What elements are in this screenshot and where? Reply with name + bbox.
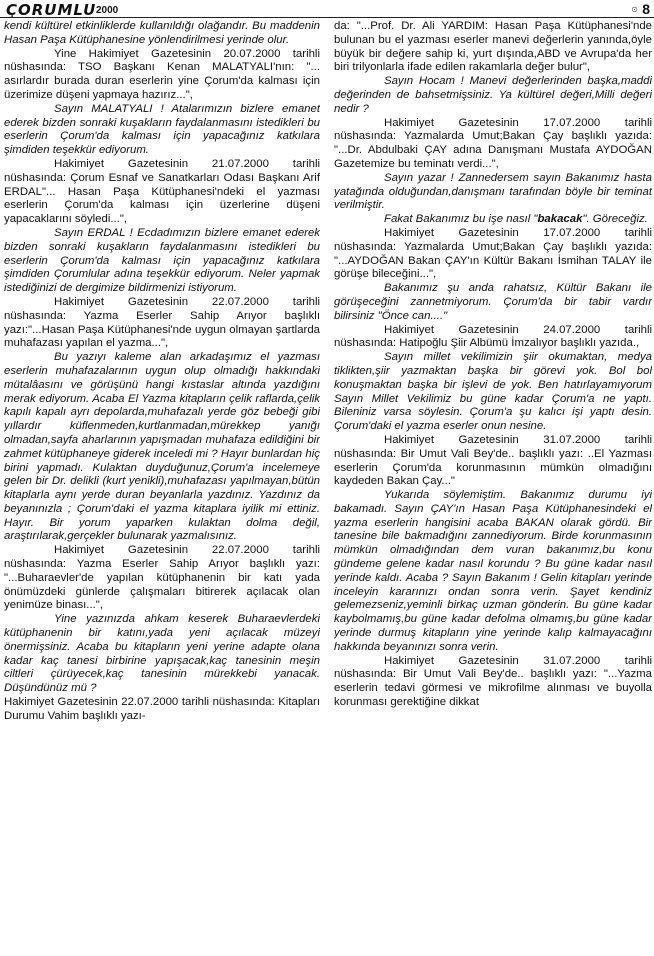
paragraph-text: Yine Hakimiyet Gazetesinin 20.07.2000 tarihli nüshasında: TSO Başkanı Kenan MALATYALI'nın: "... asırlardır burada duran eserlerin yine Çorum'da kalması için üzerimize düşeni yapmaya hazırız...", xyxy=(4,47,320,101)
paragraph xyxy=(4,48,320,103)
page-header xyxy=(0,0,654,22)
paragraph xyxy=(334,20,652,75)
left-column xyxy=(4,20,320,956)
paragraph xyxy=(334,213,652,227)
paragraph-text: Yukarıda söylemiştim. Bakanımız durumu iyi bakamadı. Sayın ÇAY'ın Hasan Paşa Kütüphanesindeki el yazma eserlerin hangisini acaba BAKAN olarak gördü. Bir tanesine bile bakmadığını zannediyorum. Birde korunmasının mümkün olmadığından dem vuran bakanımız,bu konu gündeme gelene kadar nasıl korundu ? Bu güne kadar nasıl yerinde kaldı. Acaba ? Sayın Bakanım ! Gelin kitapları yerinde inceleyin kararınızı ondan sonra verin. Şayet kendiniz gelemezseniz,yeminli birkaç uzman gönderin. Bu güne kadar kaybolmamış,bu güne kadar defolma olmamış,bu güne kadar yerinde durmuş kitapların yine yerinde kalıp kalmayacağını hakkında beyanınızı sonra verin. xyxy=(334,489,652,653)
paragraph-text: Bakanımız şu anda rahatsız, Kültür Bakanı ile görüşeceğini zannetmiyorum. Çorum'da bir tabir vardır bilirsiniz "Önce can...." xyxy=(334,282,652,322)
paragraph xyxy=(4,103,320,158)
paragraph xyxy=(334,489,652,655)
paragraph xyxy=(334,117,652,172)
paragraph-text: Sayın yazar ! Zannedersem sayın Bakanımız hasta yatağında olduğundan,danışmanı tarafından böyle bir teminat verilmiştir. xyxy=(334,171,652,212)
paragraph-text: Hakimiyet Gazetesinin 22.07.2000 tarihli nüshasında: Kitapları Durumu Vahim başlıklı yazı- xyxy=(4,696,320,722)
paragraph xyxy=(334,655,652,710)
paragraph xyxy=(4,158,320,227)
paragraph-text: da: "...Prof. Dr. Ali YARDIM: Hasan Paşa Kütüphanesi'nde bulunan bu el yazması eserler manevi değerlerin yanında,öyle büyük bir değere sahip ki, yurt dışında,ABD ve Avrupa'da her biri trilyonlarla ifade edilen rakamlarla değer bulur", xyxy=(334,20,652,74)
paragraph-text: Sayın ERDAL ! Ecdadımızın bizlere emanet ederek bizden sonraki kuşakların faydalanmasını istedikleri bu eserlerin Çorum'da kalması için yapacağınız katkılara şimdiden Çorumlular adına teşekkür ediyorum. Neler yapmak istediğinizi de dergimize bildirmenizi istiyorum. xyxy=(4,226,320,295)
paragraph-text: Hakimiyet Gazetesinin 24.07.2000 tarihli nüshasında: Hatipoğlu Şiir Albümü İmzalıyor başlıklı yazıda., xyxy=(334,323,652,350)
magazine-logo: ÇORUMLU xyxy=(6,1,97,19)
page-number: 8 xyxy=(642,1,650,17)
paragraph xyxy=(4,351,320,544)
paragraph-text: Hakimiyet Gazetesinin 21.07.2000 tarihli nüshasında: Çorum Esnaf ve Sanatkarları Odası Başkanı Arif ERDAL"... Hasan Paşa Kütüphanesi'ndeki el yazması eserlerin Çorum'da kalması için üzerlerine düşeni yapacaklarını söyledi...", xyxy=(4,157,320,226)
paragraph xyxy=(4,20,320,48)
paragraph-text: Hakimiyet Gazetesinin 17.07.2000 tarihli nüshasında: Yazmalarda Umut;Bakan Çay başlıklı yazıda: "...AYDOĞAN Bakan ÇAY'ın Kültür Bakanı İsmihan TALAY ile görüşe bileceğini...", xyxy=(334,226,652,281)
paragraph-text: Sayın MALATYALI ! Atalarımızın bizlere emanet ederek bizden sonraki kuşakların faydalanmasını istedikleri bu eserlerin Çorum'da kalması için yapacağınız katkılara şimdiden teşekkür ediyorum. xyxy=(4,102,320,157)
paragraph-text: kendi kültürel etkinliklerde kullanıldığı olağandır. Bu maddenin Hasan Paşa Kütüphanesine yönlendirilmesi yerinde olur. xyxy=(4,20,320,46)
emphasis-text: bakacak xyxy=(537,213,583,226)
paragraph xyxy=(4,696,320,724)
page-mark-icon: ⊙ xyxy=(631,5,638,14)
paragraph-text: Hakimiyet Gazetesinin 22.07.2000 tarihli nüshasında: Yazma Eserler Sahip Arıyor başlıklı yazı:"...Hasan Paşa Kütüphanesi'nde uygun olmayan şartlarda muhafazası yapılan el yazma...", xyxy=(4,295,320,350)
paragraph-text: Fakat Bakanımız bu işe nasıl " xyxy=(384,213,538,226)
header-rule xyxy=(0,17,654,18)
paragraph xyxy=(334,172,652,213)
paragraph-text: Hakimiyet Gazetesinin 31.07.2000 tarihli nüshasında: Bir Umut Vali Bey'de.. başlıklı yazı: ..El Yazması eserlerin Çorum'da korunmasının mümkün olmadığını kaydeden Bakan Çay..." xyxy=(334,433,652,488)
paragraph xyxy=(4,613,320,696)
issue-year: 2000 xyxy=(96,5,119,16)
paragraph xyxy=(334,282,652,323)
paragraph xyxy=(4,544,320,613)
paragraph xyxy=(4,227,320,296)
paragraph xyxy=(334,227,652,282)
paragraph-text: Bu yazıyı kaleme alan arkadaşımız el yazması eserlerin muhafazalarının uygun olup olmadığı hakkındaki mütalâasını ve görüşünü hangi kıstaslar altında yazdığını merak ediyorum. Acaba El Yazma kitapların çelik raflarda,çelik kapılı kapalı ayrı depolarda,muhafazalı yerde göz bebeği gibi yıllardır küflenmeden,kurtlanmadan,mürekkep yanığı olmadan,sayfa aharlarının yapışmadan muhafaza edildiğini bir zahmet kütüphaneye giderek inceledi mi ? Hayır bunlardan hiç birini yapmadı. Kulaktan duyduğunuz,Çorum'a incelemeye gelen bir Dr. delikli (kurt yenikli),muhafazası yapılmayan,bütün kitaplarla aynı yerde duran beyanlarla yazdınız. Yazdınız da beyanınızla ; Çorum'daki el yazma kitaplara iyilik mi ettiniz. Hayır. Bir yorum yaparken kulaktan dolma değil, araştırılarak,gerçekler bulunarak yazmalısınız. xyxy=(4,351,320,543)
paragraph-text: Sayın Hocam ! Manevi değerlerinden başka,maddi değerinden de bahsetmişsiniz. Ya kültürel değeri,Milli değeri nedir ? xyxy=(334,75,652,115)
paragraph xyxy=(334,75,652,116)
paragraph-text: Yine yazınızda ahkam keserek Buharaevlerdeki kütüphanenin bir katını,yada yeni açılacak müzeyi önermişsiniz. Acaba bu kitapların yeni yerine adapte olana kadar kaç tanesi birbirine yapışacak,kaç tanesinin meşin ciltleri çürüyecek,kaç tanesinin mürekkebi yanacak. Düşündünüz mü ? xyxy=(4,613,320,695)
paragraph xyxy=(4,296,320,351)
paragraph-text-tail: ". Göreceğiz. xyxy=(582,213,648,226)
paragraph-text: Hakimiyet Gazetesinin 31.07.2000 tarihli nüshasında: Bir Umut Vali Bey'de.. başlıklı yazı: "...Yazma eserlerin tedavi görmesi ve mikrofilme alınması ve buyolla korunması gerektiğine dikkat xyxy=(334,654,652,709)
paragraph-text: Sayın millet vekilimizin şiir okumaktan, medya tiklikten,şiir yazmaktan başka bir görevi yok. Bol bol konuşmaktan başka bir işlevi de yok. Ben hatırlayamıyorum Sayın Millet Vekilimiz bu güne kadar Çorum'a ne yaptı. Bileniniz varsa söylesin. Çorum'a şu kalıcı işi yaptı desin. Çorum'daki el yazma eserler onun nesine. xyxy=(334,351,652,433)
paragraph xyxy=(334,324,652,352)
right-column xyxy=(334,20,652,956)
paragraph-text: Hakimiyet Gazetesinin 22.07.2000 tarihli nüshasında: Yazma Eserler Sahip Arıyor başlıklı yazı: "...Buharaevler'de yapılan kütüphanenin bir katı yada önümüzdeki günlerde çalışmaları bitirerek açılacak olan yenimüze binası...", xyxy=(4,544,320,612)
paragraph xyxy=(334,351,652,434)
paragraph xyxy=(334,434,652,489)
paragraph-text: Hakimiyet Gazetesinin 17.07.2000 tarihli nüshasında: Yazmalarda Umut;Bakan Çay başlıklı yazıda: "...Dr. Abdulbaki ÇAY adına Danışmanı Mustafa AYDOĞAN Gazetemize bu teminatı verdi...", xyxy=(334,116,652,170)
